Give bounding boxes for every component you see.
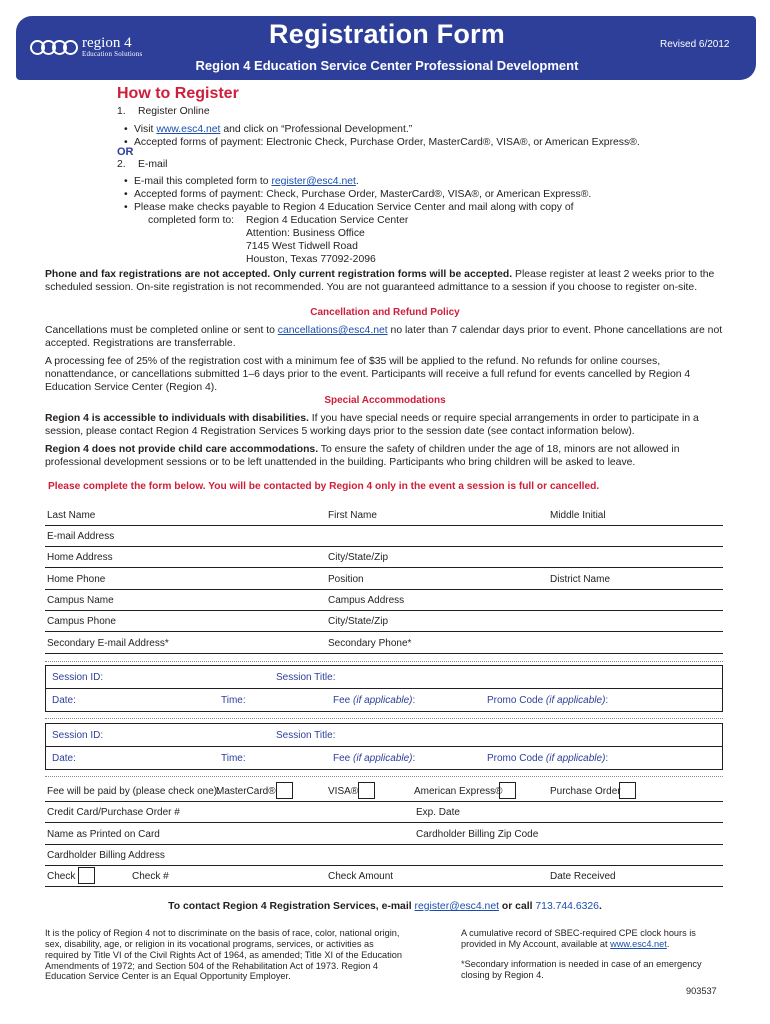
form-row-campus [45, 590, 723, 611]
esc4-link[interactable]: www.esc4.net [156, 124, 221, 135]
amex-checkbox[interactable] [499, 782, 516, 799]
page-title: Registration Form [269, 19, 505, 49]
name-on-card-field[interactable]: Name as Printed on Card [47, 828, 160, 840]
mail-address-line: Attention: Business Office [246, 228, 365, 239]
first-name-field[interactable]: First Name [328, 509, 377, 521]
accommodations-paragraph-1: Region 4 is accessible to individuals with disabilities. If you have special needs or require special arrangements in order to participate in a session, please contact Region 4 Registration Services 5 working days prior to the session date (see contact information below). [45, 413, 699, 437]
how-to-register-heading: How to Register [117, 85, 239, 102]
session-2-id-row [45, 723, 723, 747]
contact-email-link[interactable]: register@esc4.net [414, 901, 499, 912]
mastercard-checkbox[interactable] [276, 782, 293, 799]
session-2-detail-row [45, 746, 723, 770]
session-time-field[interactable]: Time: [221, 695, 246, 706]
region4-logo [30, 33, 142, 61]
check-number-field[interactable]: Check # [132, 870, 169, 882]
session-1-id-row [45, 665, 723, 689]
step2-bullet-payment: • Accepted forms of payment: Check, Purchase Order, MasterCard®, VISA®, or American Express®. [134, 188, 591, 201]
purchase-order-label: Purchase Order [550, 785, 621, 797]
dotted-divider [45, 776, 723, 777]
form-instruction: Please complete the form below. You will be contacted by Region 4 only in the event a session is full or cancelled. [48, 481, 600, 492]
campus-address-field[interactable]: Campus Address [328, 594, 405, 606]
session-promo-field[interactable]: Promo Code (if applicable): [487, 753, 609, 764]
campus-city-state-zip-field[interactable]: City/State/Zip [328, 615, 389, 627]
session-promo-field[interactable]: Promo Code (if applicable): [487, 695, 609, 706]
form-row-email [45, 526, 723, 547]
home-phone-field[interactable]: Home Phone [47, 573, 106, 585]
billing-zip-field[interactable]: Cardholder Billing Zip Code [416, 828, 539, 840]
date-received-field[interactable]: Date Received [550, 870, 616, 882]
esc4-footer-link[interactable]: www.esc4.net [610, 938, 667, 949]
middle-initial-field[interactable]: Middle Initial [550, 509, 606, 521]
step1-bullet-visit: • Visit www.esc4.net and click on “Professional Development.” [134, 123, 412, 136]
position-field[interactable]: Position [328, 573, 364, 585]
card-po-number-field[interactable]: Credit Card/Purchase Order # [47, 806, 180, 818]
home-address-field[interactable]: Home Address [47, 551, 113, 563]
cancellations-email-link[interactable]: cancellations@esc4.net [277, 325, 388, 336]
last-name-field[interactable]: Last Name [47, 509, 96, 521]
cpe-note: A cumulative record of SBEC-required CPE clock hours is provided in My Account, available at www.esc4.net. [461, 928, 696, 949]
purchase-order-checkbox[interactable] [619, 782, 636, 799]
form-row-secondary [45, 633, 723, 654]
session-date-field[interactable]: Date: [52, 753, 76, 764]
contact-phone[interactable]: 713.744.6326 [535, 901, 599, 912]
step2-label: E-mail [138, 159, 168, 170]
check-amount-field[interactable]: Check Amount [328, 870, 394, 882]
logo-wordmark: region 4 [82, 35, 132, 51]
visa-checkbox[interactable] [358, 782, 375, 799]
email-field[interactable]: E-mail Address [47, 530, 115, 542]
step2-bullet-checks: • Please make checks payable to Region 4 Education Service Center and mail along with copy of [134, 201, 574, 214]
billing-address-field[interactable]: Cardholder Billing Address [47, 849, 165, 861]
cancellation-paragraph-2: A processing fee of 25% of the registration cost with a minimum fee of $35 will be applied to the refund. No refunds for online courses, nonattendance, or cancellations submitted 1–6 days prior to the event. Participants will receive a full refund for events cancelled by Region 4 Education Service Center (Region 4). [45, 356, 691, 393]
registration-notice: Phone and fax registrations are not accepted. Only current registration forms will be accepted. Please register at least 2 weeks prior to the scheduled session. On-site registration is not recommended. You are not guaranteed admittance to a session if you choose to register on-site. [45, 269, 715, 293]
secondary-phone-field[interactable]: Secondary Phone* [328, 637, 412, 649]
check-checkbox[interactable] [78, 867, 95, 884]
cancellation-heading: Cancellation and Refund Policy [310, 307, 460, 318]
fee-paid-by-label: Fee will be paid by (please check one): [47, 785, 220, 797]
session-1-detail-row [45, 688, 723, 712]
accommodations-paragraph-2: Region 4 does not provide child care accommodations. To ensure the safety of children under the age of 18, minors are not allowed in professional development sessions or to be left unattended in the building. Participants who bring children will be asked to leave. [45, 444, 680, 468]
district-name-field[interactable]: District Name [550, 573, 611, 585]
page-subtitle: Region 4 Education Service Center Professional Development [195, 58, 579, 73]
mail-address-line: Houston, Texas 77092-2096 [246, 254, 376, 265]
nondiscrimination-policy: It is the policy of Region 4 not to discriminate on the basis of race, color, national origin, sex, disability, age, or religion in its vocational programs, services, or activities as required by Title VI of the Civil Rights Act of 1964, as amended; Title XI of the Education Amendments of 1972; and Section 504 of the Rehabilitation Act of 1973. Region 4 Education Service Center is an Equal Opportunity Employer. [45, 928, 402, 982]
completed-form-to-label: completed form to: [148, 215, 235, 226]
form-row-name [45, 505, 723, 526]
step2-bullet-email: • E-mail this completed form to register@esc4.net. [134, 175, 359, 188]
form-row-payment-method [45, 781, 723, 802]
session-fee-field[interactable]: Fee (if applicable): [333, 695, 416, 706]
register-email-link[interactable]: register@esc4.net [271, 176, 356, 187]
secondary-info-note: *Secondary information is needed in case of an emergency closing by Region 4. [461, 959, 702, 980]
step2-number: 2. [117, 159, 126, 170]
visa-label: VISA® [328, 785, 359, 797]
session-date-field[interactable]: Date: [52, 695, 76, 706]
accommodations-heading: Special Accommodations [324, 395, 446, 406]
session-time-field[interactable]: Time: [221, 753, 246, 764]
form-row-billing-address [45, 845, 723, 866]
mastercard-label: MasterCard® [216, 785, 276, 797]
revised-date: Revised 6/2012 [660, 39, 730, 50]
contact-line: To contact Region 4 Registration Services, e-mail register@esc4.net or call 713.744.6326. [168, 901, 602, 912]
exp-date-field[interactable]: Exp. Date [416, 806, 460, 818]
form-row-campus-phone [45, 611, 723, 632]
dotted-divider [45, 661, 723, 662]
session-title-field[interactable]: Session Title: [276, 672, 336, 683]
logo-rings-icon [30, 40, 74, 55]
cancellation-paragraph-1: Cancellations must be completed online or sent to cancellations@esc4.net no later than 7 calendar days prior to event. Phone cancellations are not accepted. Registrations are transferrable. [45, 325, 723, 349]
session-id-field[interactable]: Session ID: [52, 730, 104, 741]
campus-name-field[interactable]: Campus Name [47, 594, 114, 606]
secondary-email-field[interactable]: Secondary E-mail Address* [47, 637, 169, 649]
session-title-field[interactable]: Session Title: [276, 730, 336, 741]
form-row-check [45, 866, 723, 887]
step1-label: Register Online [138, 106, 210, 117]
mail-address-line: Region 4 Education Service Center [246, 215, 409, 226]
or-label: OR [117, 146, 134, 158]
form-row-home-address [45, 547, 723, 568]
session-id-field[interactable]: Session ID: [52, 672, 104, 683]
form-row-card-name [45, 824, 723, 845]
session-fee-field[interactable]: Fee (if applicable): [333, 753, 416, 764]
amex-label: American Express® [414, 785, 503, 797]
home-city-state-zip-field[interactable]: City/State/Zip [328, 551, 389, 563]
check-label: Check [47, 870, 76, 882]
logo-tagline: Education Solutions [82, 50, 143, 58]
form-row-phone [45, 569, 723, 590]
campus-phone-field[interactable]: Campus Phone [47, 615, 116, 627]
mail-address-line: 7145 West Tidwell Road [246, 241, 358, 252]
form-row-card-number [45, 802, 723, 823]
step1-bullet-payment: • Accepted forms of payment: Electronic Check, Purchase Order, MasterCard®, VISA®, or American Express®. [134, 136, 640, 149]
step1-number: 1. [117, 106, 126, 117]
form-number: 903537 [686, 986, 717, 996]
dotted-divider [45, 718, 723, 719]
